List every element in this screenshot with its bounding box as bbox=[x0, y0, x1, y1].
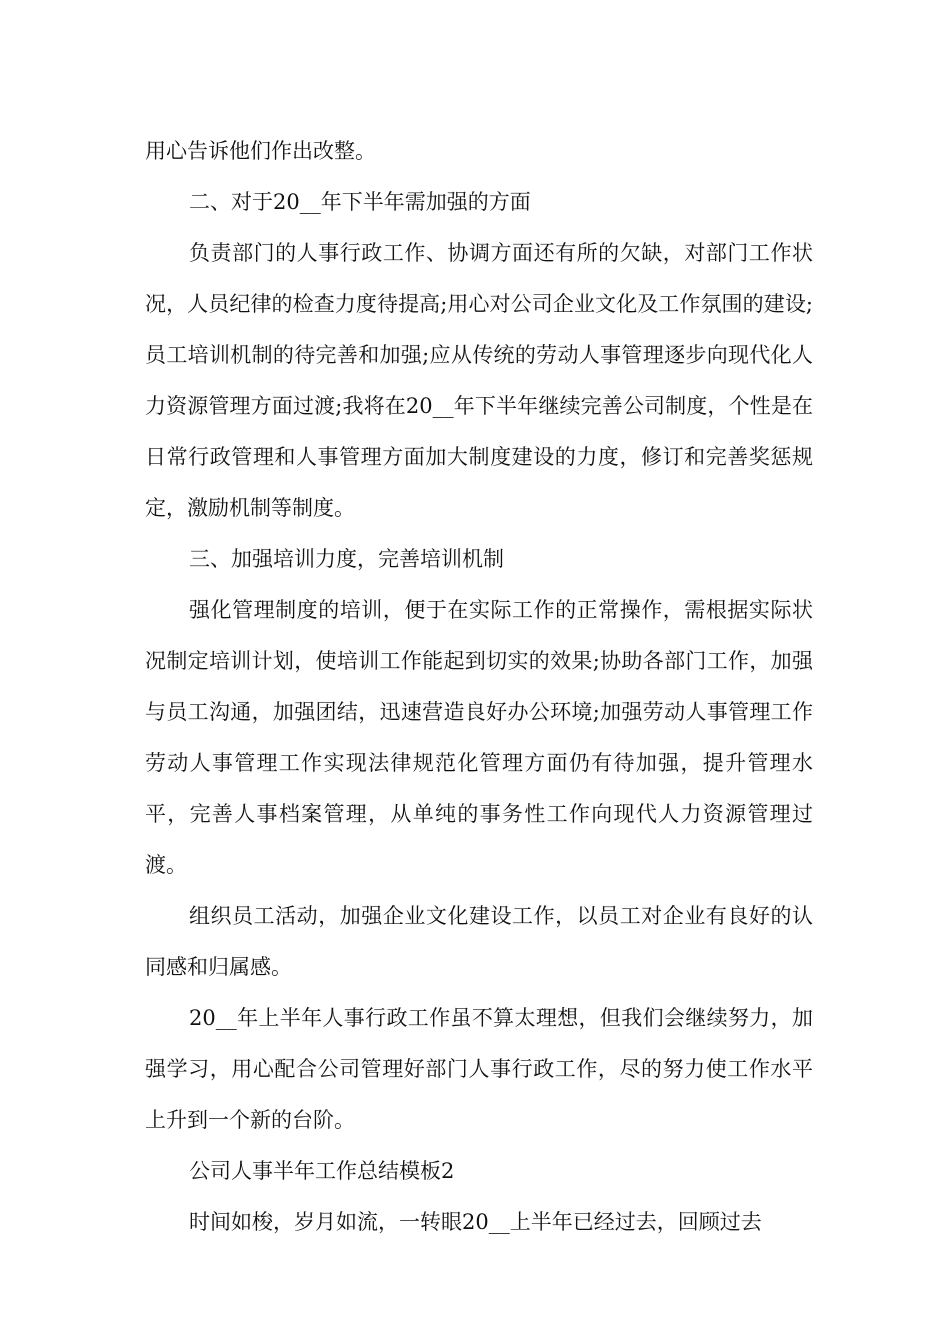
section-heading-2: 二、对于20__年下半年需加强的方面 bbox=[189, 190, 531, 214]
paragraph-strengthen-areas: 负责部门的人事行政工作、协调方面还有所的欠缺，对部门工作状况，人员纪律的检查力度待提高;用心对公司企业文化及工作氛围的建设;员工培训机制的待完善和加强;应从传统的劳动人事管理逐步向现代化人力资源管理方面过渡;我将在20__年下半年继续完善公司制度，个性是在日常行政管理和人事管理方面加大制度建设的力度，修订和完善奖惩规定，激励机制等制度。 bbox=[145, 241, 813, 520]
paragraph-conclusion: 20__年上半年人事行政工作虽不算太理想，但我们会继续努力，加强学习，用心配合公司管理好部门人事行政工作，尽的努力使工作水平上升到一个新的台阶。 bbox=[145, 1006, 813, 1132]
template-title: 公司人事半年工作总结模板2 bbox=[189, 1159, 455, 1183]
document-body bbox=[145, 126, 813, 1248]
paragraph-activities: 组织员工活动，加强企业文化建设工作，以员工对企业有良好的认同感和归属感。 bbox=[145, 904, 813, 979]
paragraph-training: 强化管理制度的培训，便于在实际工作的正常操作，需根据实际状况制定培训计划，使培训工作能起到切实的效果;协助各部门工作，加强与员工沟通，加强团结，迅速营造良好办公环境;加强劳动人事管理工作劳动人事管理工作实现法律规范化管理方面仍有待加强，提升管理水平，完善人事档案管理，从单纯的事务性工作向现代人力资源管理过渡。 bbox=[145, 598, 813, 877]
paragraph-template-2-intro: 时间如梭，岁月如流，一转眼20__上半年已经过去，回顾过去 bbox=[189, 1210, 762, 1234]
section-heading-3: 三、加强培训力度，完善培训机制 bbox=[189, 547, 504, 571]
paragraph-continued: 用心告诉他们作出改整。 bbox=[145, 139, 376, 163]
